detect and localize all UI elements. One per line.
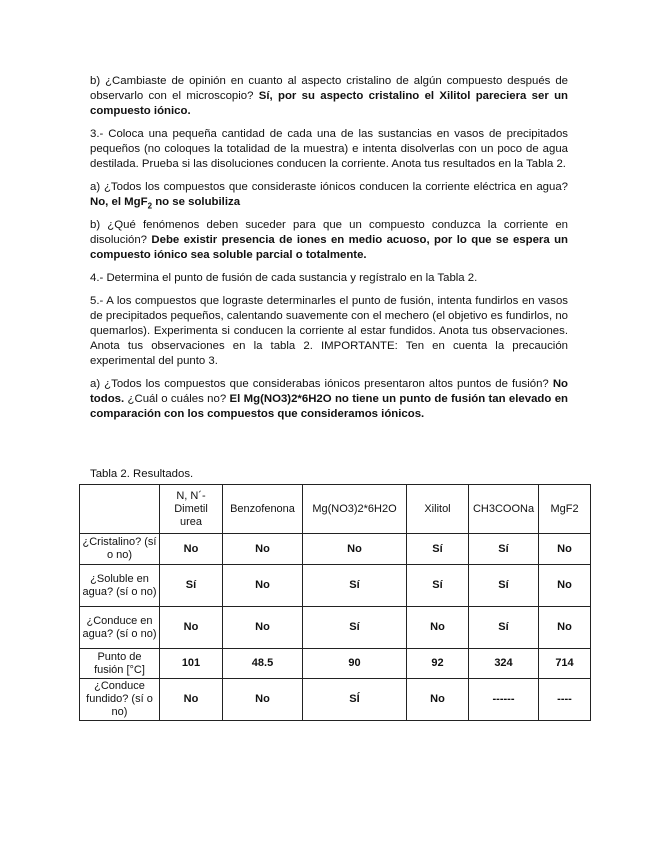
table-cell: Sí [303, 565, 407, 607]
paragraph-crystalline-opinion [90, 74, 568, 119]
question-text: a) ¿Todos los compuestos que considerabas iónicos presentaron altos puntos de fusión? [90, 378, 553, 390]
instruction-text: 3.- Coloca una pequeña cantidad de cada una de las sustancias en vasos de precipitados pequeños (no coloques la totalidad de la muestra) e intenta disolverlas con un poco de agua destilada. Prueba si las disoluciones conducen la corriente. Anota tus resultados en la Tabla 2. [90, 128, 568, 170]
table-cell: No [223, 565, 303, 607]
table-cell: Sí [303, 607, 407, 649]
row-label: ¿Conduce en agua? (sí o no) [80, 607, 160, 649]
table-cell: No [407, 607, 469, 649]
row-label: ¿Conduce fundido? (sí o no) [80, 679, 160, 721]
table-cell: No [539, 565, 591, 607]
question-text: b) ¿Qué fenómenos deben suceder para que un compuesto conduzca la corriente en disolución? [90, 219, 568, 246]
table-cell: No [223, 534, 303, 565]
answer-text: No todos. [90, 378, 568, 405]
table-cell: No [223, 679, 303, 721]
paragraph-melting-question [90, 377, 568, 422]
instruction-text: 4.- Determina el punto de fusión de cada sustancia y regístralo en la Tabla 2. [90, 272, 478, 284]
table-cell: No [160, 607, 223, 649]
table-cell: SÍ [303, 679, 407, 721]
table-cell: 714 [539, 649, 591, 679]
paragraph-conduct-question [90, 180, 568, 210]
table-cell: 48.5 [223, 649, 303, 679]
table-row [80, 565, 591, 607]
table-cell: Sí [160, 565, 223, 607]
table-cell: Sí [469, 607, 539, 649]
table-header-cell: N, N´-Dimetil urea [160, 485, 223, 534]
table-cell: Sí [407, 565, 469, 607]
answer-text: El Mg(NO3)2*6H2O no tiene un punto de fusión tan elevado en comparación con los compuestos que consideramos iónicos. [90, 393, 568, 420]
table-row [80, 607, 591, 649]
answer-text: Debe existir presencia de iones en medio acuoso, por lo que se espera un compuesto iónico sea soluble parcial o totalmente. [90, 234, 568, 261]
table-cell: 90 [303, 649, 407, 679]
table-cell: No [160, 679, 223, 721]
table-cell: No [160, 534, 223, 565]
row-label: ¿Soluble en agua? (sí o no) [80, 565, 160, 607]
paragraph-step-4 [90, 271, 568, 286]
question-text: ¿Cuál o cuáles no? [124, 393, 230, 405]
table-cell: Sí [469, 565, 539, 607]
table-header-row [80, 485, 591, 534]
table-cell: 101 [160, 649, 223, 679]
paragraph-step-5 [90, 294, 568, 369]
answer-text: Sí, por su aspecto cristalino el Xilitol pareciera ser un compuesto iónico. [90, 90, 568, 117]
row-label: Punto de fusión [°C] [80, 649, 160, 679]
table-header-cell: CH3COONa [469, 485, 539, 534]
paragraph-step-3 [90, 127, 568, 172]
table-cell: No [303, 534, 407, 565]
table-header-cell [80, 485, 160, 534]
table-row [80, 534, 591, 565]
table-cell: No [539, 534, 591, 565]
table-header-cell: MgF2 [539, 485, 591, 534]
table-row [80, 649, 591, 679]
table-cell: No [539, 607, 591, 649]
instruction-text: 5.- A los compuestos que lograste determinarles el punto de fusión, intenta fundirlos en vasos de precipitados pequeños, calentando suavemente con el mechero (el objetivo es fundirlos, no quemarlos). Experimenta si conducen la corriente al estar fundidos. Anota tus observaciones. Anota tus observaciones en la tabla 2. IMPORTANTE: Ten en cuenta la precaución experimental del punto 3. [90, 295, 568, 367]
table-cell: No [407, 679, 469, 721]
row-label: ¿Cristalino? (sí o no) [80, 534, 160, 565]
table-cell: No [223, 607, 303, 649]
question-text: a) ¿Todos los compuestos que consideraste iónicos conducen la corriente eléctrica en agua? [90, 181, 568, 193]
table-cell: 92 [407, 649, 469, 679]
paragraph-phenomena-question [90, 218, 568, 263]
table-header-cell: Mg(NO3)2*6H2O [303, 485, 407, 534]
table-cell: ---- [539, 679, 591, 721]
table-caption: Tabla 2. Resultados. [90, 468, 194, 480]
table-row [80, 679, 591, 721]
table-cell: Sí [407, 534, 469, 565]
question-text: b) ¿Cambiaste de opinión en cuanto al aspecto cristalino de algún compuesto después de observarlo con el microscopio? [90, 75, 568, 102]
results-table [79, 484, 591, 721]
table-cell: 324 [469, 649, 539, 679]
table-header-cell: Benzofenona [223, 485, 303, 534]
table-cell: Sí [469, 534, 539, 565]
answer-text: No, el MgF$_2$ no se solubiliza [90, 196, 241, 211]
table-header-cell: Xilitol [407, 485, 469, 534]
table-cell: ------ [469, 679, 539, 721]
document-body [90, 74, 568, 430]
